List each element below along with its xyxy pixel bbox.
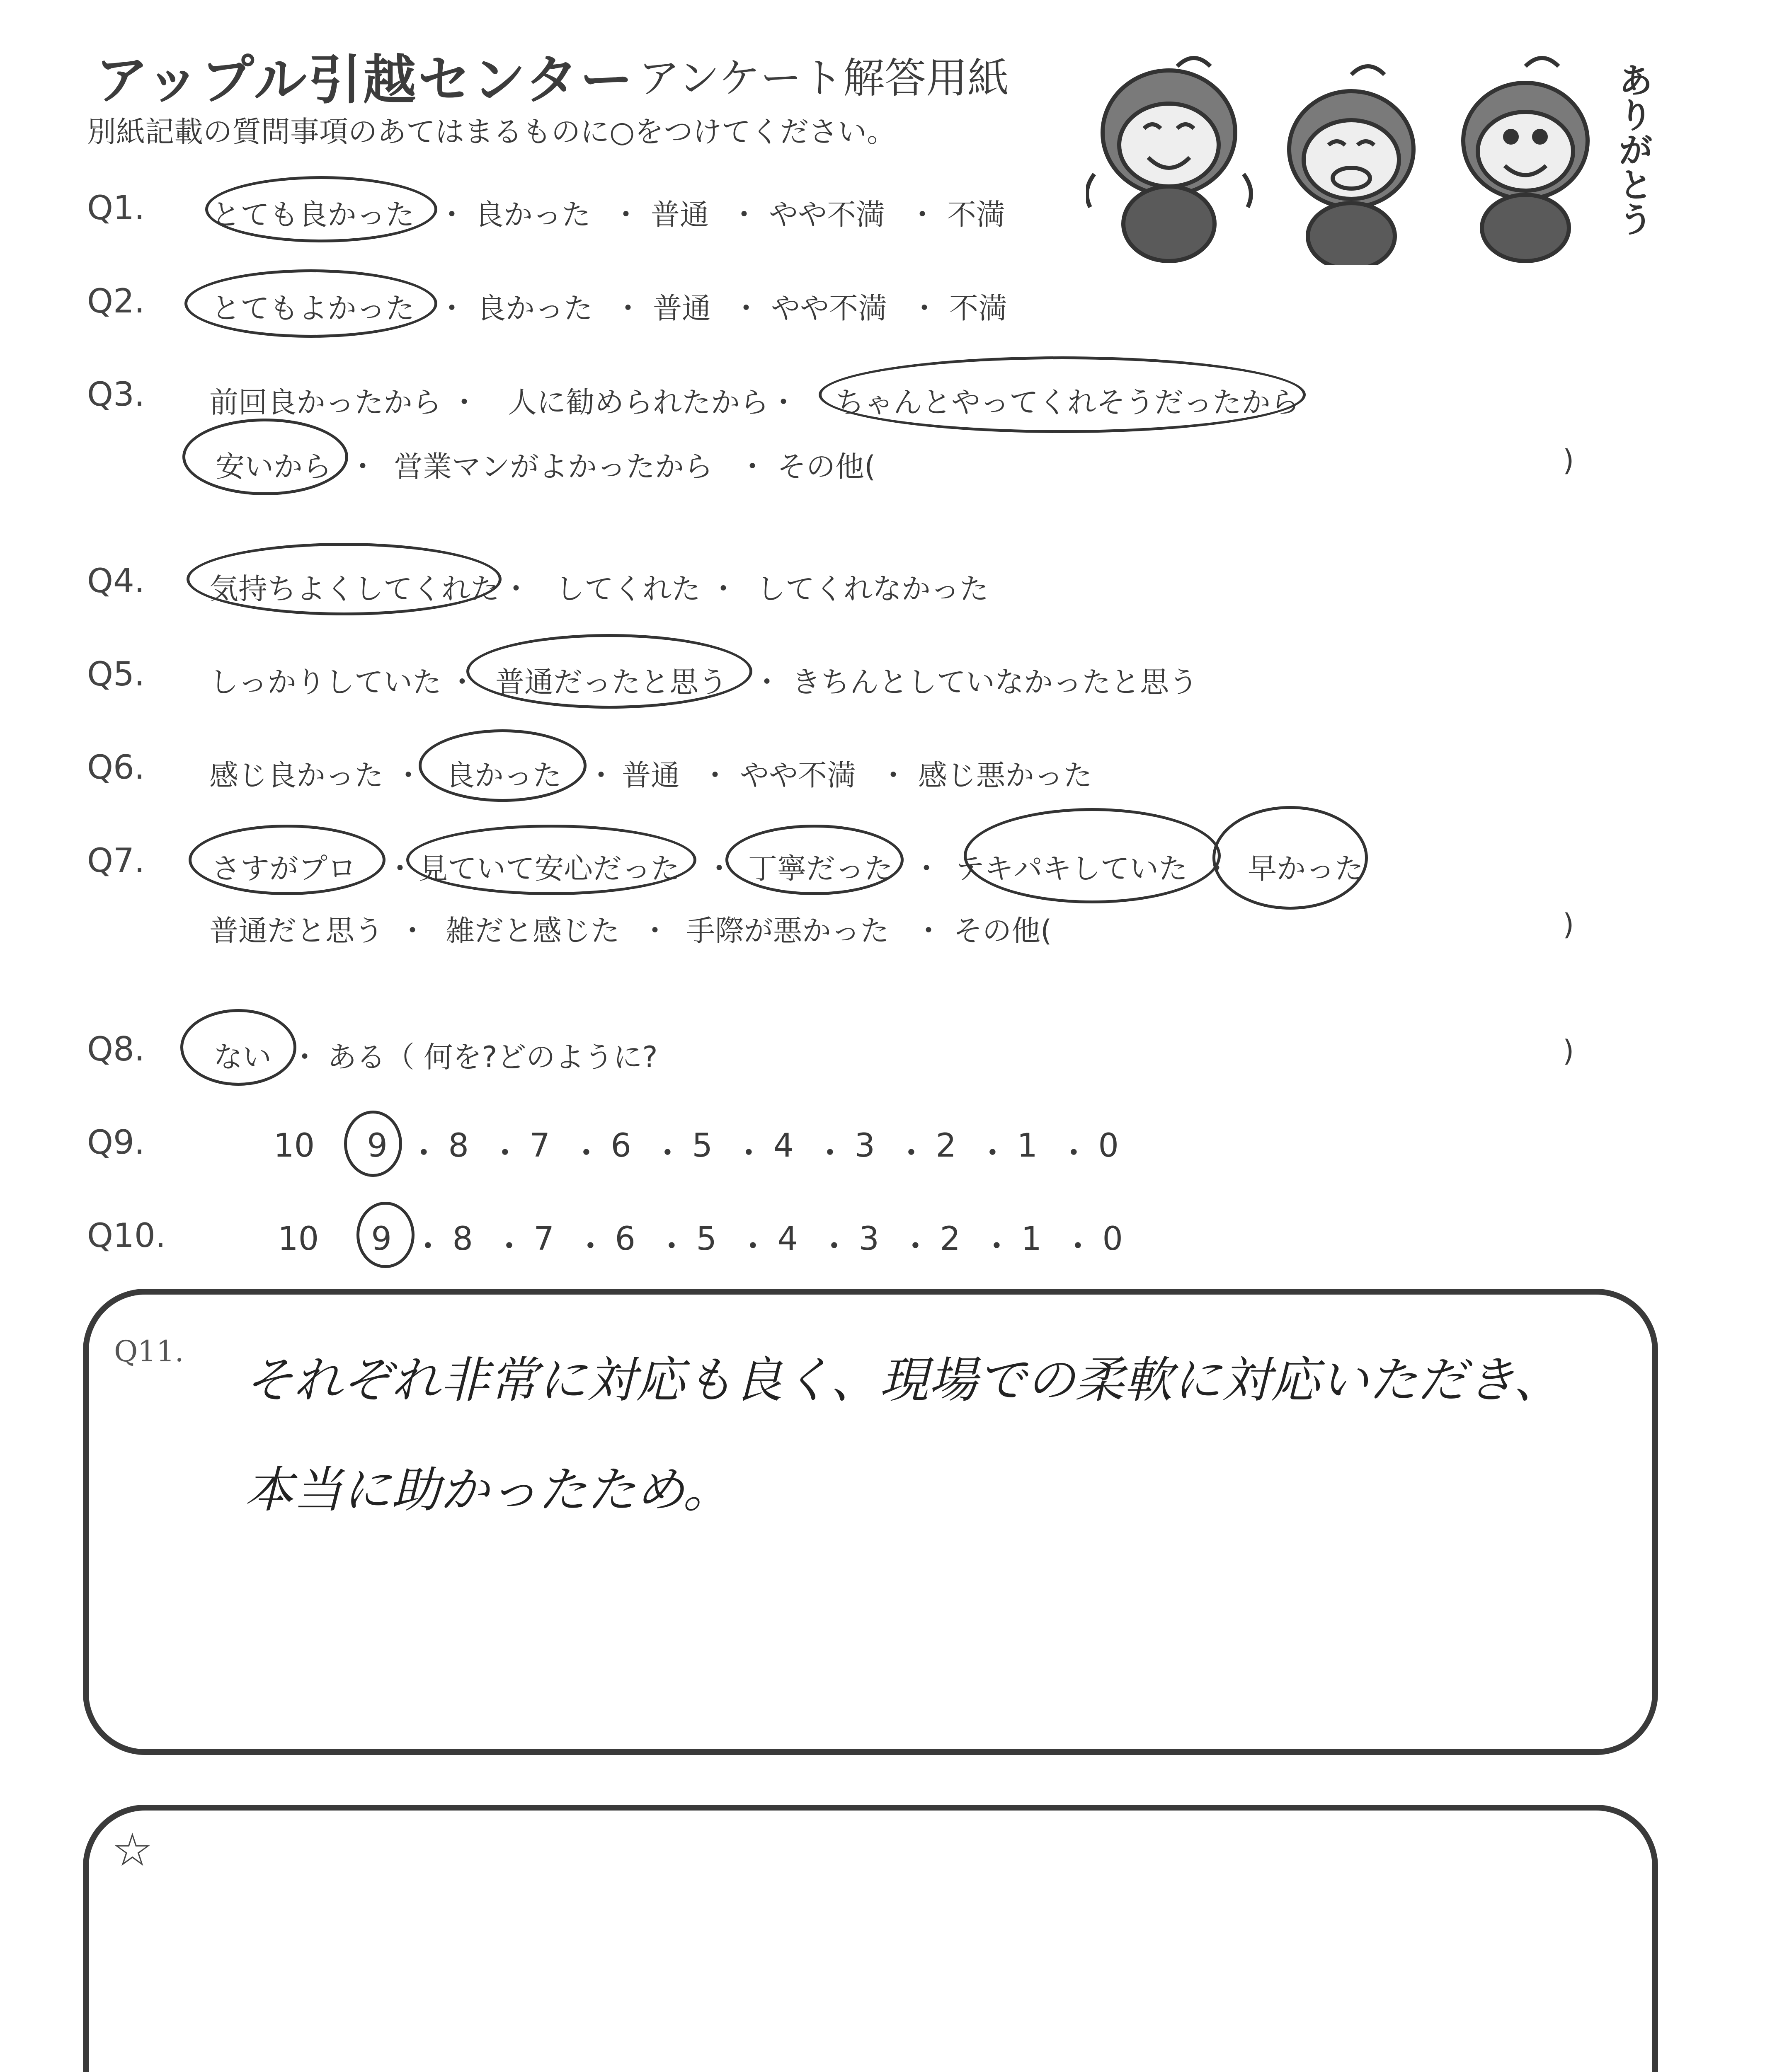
q7-sep: ・ [398, 914, 427, 948]
rating-sep: ・ [814, 1135, 846, 1172]
rating-option-5[interactable]: 5 [692, 1127, 713, 1164]
rating-sep: ・ [574, 1228, 607, 1265]
q6-sep: ・ [701, 758, 730, 792]
q5-sep: ・ [752, 665, 781, 699]
rating-sep: ・ [899, 1228, 932, 1265]
page-subtitle: アンケート解答用紙 [638, 54, 1009, 102]
rating-option-1[interactable]: 1 [1021, 1220, 1042, 1258]
q7-option[interactable]: 普通だと思う [209, 914, 383, 948]
q8-option[interactable]: ある（ 何を?どのように? [327, 1040, 658, 1074]
q1-answer-circle [205, 176, 437, 242]
q11-label: Q11. [114, 1334, 184, 1368]
q3-sep: ・ [769, 385, 798, 419]
rating-sep: ・ [412, 1228, 444, 1265]
q6-sep: ・ [879, 758, 908, 792]
q8-sep: ・ [290, 1040, 319, 1074]
q1-option[interactable]: とても良かった [211, 198, 415, 232]
rating-option-4[interactable]: 4 [773, 1127, 794, 1164]
rating-sep: ・ [407, 1135, 440, 1172]
q2-option[interactable]: 不満 [949, 291, 1007, 325]
rating-sep: ・ [651, 1135, 684, 1172]
q7-answer-circle [725, 825, 904, 895]
q3-close-paren: ) [1563, 443, 1574, 477]
q6-sep: ・ [394, 758, 423, 792]
q7-option[interactable]: 見ていて安心だった [419, 852, 680, 886]
q3-sep: ・ [450, 385, 479, 419]
rating-option-2[interactable]: 2 [940, 1220, 961, 1258]
rating-option-7[interactable]: 7 [533, 1220, 555, 1258]
q3-answer-circle [182, 419, 348, 495]
rating-sep: ・ [737, 1228, 769, 1265]
q7-option[interactable]: テキパキしていた [955, 852, 1188, 886]
q7-option[interactable]: さすがプロ [211, 852, 356, 886]
q8-close-paren: ) [1563, 1034, 1574, 1068]
rating-option-8[interactable]: 8 [452, 1220, 473, 1258]
q4-option[interactable]: してくれなかった [756, 572, 989, 606]
rating-option-8[interactable]: 8 [448, 1127, 469, 1164]
q5-option[interactable]: しっかりしていた [209, 665, 441, 699]
rating-sep: ・ [1062, 1228, 1094, 1265]
rating-option-4[interactable]: 4 [777, 1220, 798, 1258]
q7-option[interactable]: 手際が悪かった [686, 914, 889, 948]
q1-option[interactable]: やや不満 [769, 198, 885, 232]
q5-label: Q5. [87, 655, 145, 693]
q11-comment-line: それぞれ非常に対応も良く、現場での柔軟に対応いただき、 [245, 1351, 1562, 1409]
q3-option[interactable]: 人に勧められたから [508, 385, 769, 419]
q7-label: Q7. [87, 841, 145, 880]
q7-option[interactable]: 雑だと感じた [446, 914, 620, 948]
q7-close-paren: ) [1563, 908, 1574, 942]
q6-sep: ・ [587, 758, 616, 792]
rating-sep: ・ [493, 1228, 526, 1265]
rating-option-6[interactable]: 6 [615, 1220, 636, 1258]
q7-option[interactable]: その他( [953, 914, 1052, 948]
q7-sep: ・ [1202, 852, 1231, 886]
q2-option[interactable]: 普通 [653, 291, 711, 325]
q7-answer-circle [406, 825, 696, 895]
thanks-text: ありがとう [1613, 62, 1654, 236]
q2-answer-circle [184, 269, 437, 338]
q7-sep: ・ [914, 914, 943, 948]
rating-option-6[interactable]: 6 [611, 1127, 632, 1164]
q6-option[interactable]: やや不満 [740, 758, 856, 792]
q6-option[interactable]: 普通 [622, 758, 680, 792]
q7-sep: ・ [640, 914, 669, 948]
q2-sep: ・ [732, 291, 761, 325]
q4-sep: ・ [502, 572, 531, 606]
q6-option[interactable]: 感じ悪かった [918, 758, 1092, 792]
q7-sep: ・ [912, 852, 941, 886]
q4-sep: ・ [709, 572, 738, 606]
q7-option[interactable]: 丁寧だった [748, 852, 893, 886]
rating-option-10[interactable]: 10 [278, 1220, 319, 1258]
instruction-text: 別紙記載の質問事項のあてはまるものに○をつけてください。 [87, 115, 896, 149]
rating-sep: ・ [976, 1135, 1009, 1172]
q5-sep: ・ [448, 665, 477, 699]
page-title: アップル引越センター [95, 49, 635, 111]
rating-option-3[interactable]: 3 [858, 1220, 880, 1258]
q11-comment-line: 本当に助かったため。 [245, 1461, 732, 1518]
q2-sep: ・ [437, 291, 466, 325]
q1-option[interactable]: 良かった [475, 198, 591, 232]
q6-answer-circle [419, 729, 587, 802]
rating-option-3[interactable]: 3 [854, 1127, 875, 1164]
q4-answer-circle [187, 543, 502, 615]
q9-answer-circle [344, 1111, 402, 1177]
q5-option[interactable]: きちんとしていなかったと思う [792, 665, 1198, 699]
rating-sep: ・ [570, 1135, 603, 1172]
rating-option-0[interactable]: 0 [1098, 1127, 1119, 1164]
rating-sep: ・ [818, 1228, 851, 1265]
q4-option[interactable]: してくれた [555, 572, 701, 606]
rating-option-1[interactable]: 1 [1017, 1127, 1038, 1164]
rating-sep: ・ [1057, 1135, 1090, 1172]
rating-sep: ・ [895, 1135, 928, 1172]
rating-option-9[interactable]: 9 [367, 1127, 388, 1164]
q2-option[interactable]: とてもよかった [211, 291, 415, 325]
rating-option-2[interactable]: 2 [936, 1127, 957, 1164]
q5-option[interactable]: 普通だったと思う [495, 665, 727, 699]
q4-label: Q4. [87, 562, 145, 600]
rating-sep: ・ [980, 1228, 1013, 1265]
rating-option-5[interactable]: 5 [696, 1220, 717, 1258]
q10-label: Q10. [87, 1216, 166, 1255]
q2-sep: ・ [613, 291, 642, 325]
rating-option-0[interactable]: 0 [1102, 1220, 1123, 1258]
q1-sep: ・ [611, 198, 640, 232]
q3-option[interactable]: ちゃんとやってくれそうだったから [835, 385, 1300, 419]
star-icon: ☆ [112, 1823, 153, 1876]
q3-option[interactable]: 前回良かったから [209, 385, 441, 419]
q9-label: Q9. [87, 1123, 145, 1162]
q6-label: Q6. [87, 748, 145, 787]
rating-option-9[interactable]: 9 [371, 1220, 392, 1258]
q1-sep: ・ [730, 198, 759, 232]
rating-sep: ・ [489, 1135, 521, 1172]
q3-option[interactable]: 安いから [216, 450, 332, 484]
q8-option[interactable]: ない [213, 1040, 272, 1074]
q6-option[interactable]: 良かった [446, 758, 562, 792]
q8-label: Q8. [87, 1030, 145, 1068]
q7-sep: ・ [705, 852, 734, 886]
q2-option[interactable]: 良かった [477, 291, 593, 325]
q4-option[interactable]: 気持ちよくしてくれた [209, 572, 499, 606]
q7-sep: ・ [385, 852, 415, 886]
q2-sep: ・ [910, 291, 939, 325]
monkey-mascot-icon [1086, 50, 1633, 265]
q1-label: Q1. [87, 189, 145, 227]
rating-sep: ・ [655, 1228, 688, 1265]
q3-sep: ・ [738, 450, 767, 484]
q7-option[interactable]: 早かった [1248, 852, 1364, 886]
q8-answer-circle [180, 1009, 296, 1086]
q1-option[interactable]: 普通 [651, 198, 709, 232]
q3-label: Q3. [87, 375, 145, 414]
rating-option-10[interactable]: 10 [274, 1127, 315, 1164]
rating-sep: ・ [732, 1135, 765, 1172]
rating-option-7[interactable]: 7 [529, 1127, 550, 1164]
q1-sep: ・ [908, 198, 937, 232]
free-comment-box [83, 1805, 1658, 2072]
q1-sep: ・ [437, 198, 466, 232]
q7-answer-circle [964, 808, 1221, 903]
q10-answer-circle [356, 1202, 415, 1268]
q3-sep: ・ [348, 450, 377, 484]
q5-answer-circle [466, 634, 752, 709]
q7-answer-circle [1212, 806, 1368, 910]
q3-answer-circle [819, 356, 1306, 433]
q7-answer-circle [189, 825, 385, 895]
q2-option[interactable]: やや不満 [771, 291, 887, 325]
q3-option[interactable]: その他( [777, 450, 876, 484]
q6-option[interactable]: 感じ良かった [209, 758, 383, 792]
q1-option[interactable]: 不満 [947, 198, 1005, 232]
q3-option[interactable]: 営業マンがよかったから [394, 450, 713, 484]
q2-label: Q2. [87, 282, 145, 320]
